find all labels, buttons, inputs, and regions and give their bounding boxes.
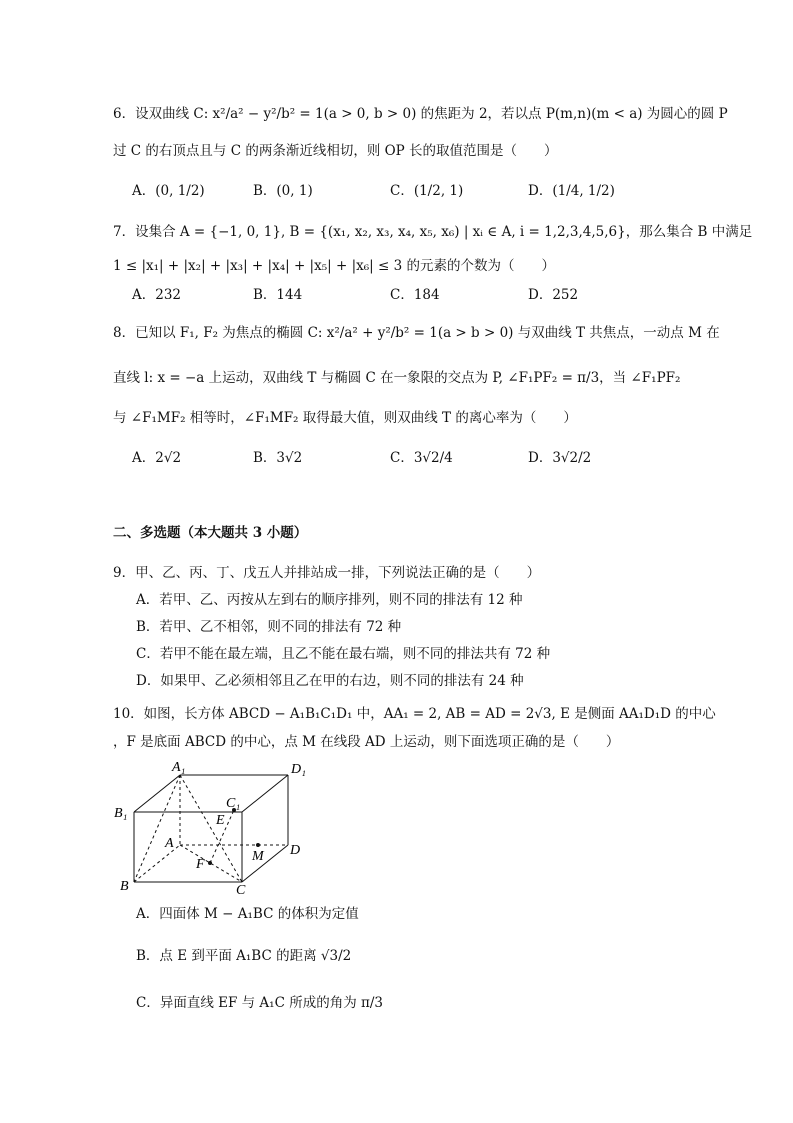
label-c1: C₁: [226, 796, 241, 811]
edge-b1a1: [134, 775, 180, 812]
q6-option-a: A．(0, 1/2): [132, 183, 205, 199]
label-d: D: [290, 843, 301, 858]
q7-line2: 1 ≤ |x₁| + |x₂| + |x₃| + |x₄| + |x₅| + |x₆| ≤ 3 的元素的个数为（ ）: [113, 258, 555, 274]
q8-option-a: A．2√2: [132, 450, 182, 466]
q6-option-c: C．(1/2, 1): [390, 183, 464, 199]
cuboid-figure: [112, 760, 312, 895]
q7-option-a: A．232: [132, 287, 182, 303]
edge-c1d1: [242, 775, 288, 812]
q10-option-c: C．异面直线 EF 与 A₁C 所成的角为 π/3: [136, 995, 384, 1011]
cuboid-diagram: [112, 760, 312, 895]
label-m: M: [252, 849, 264, 864]
q8-option-b: B．3√2: [253, 450, 303, 466]
label-b1: B₁: [114, 806, 128, 821]
point-f: [208, 861, 212, 865]
q6-line2: 过 C 的右顶点且与 C 的两条渐近线相切，则 OP 长的取值范围是（ ）: [113, 143, 558, 159]
label-a: A: [165, 836, 174, 851]
label-f: F: [196, 857, 205, 872]
q7-option-d: D．252: [528, 287, 579, 303]
point-m: [256, 843, 260, 847]
section-heading-multiple-choice: 二、多选题（本大题共 3 小题）: [113, 525, 308, 541]
q8-line3: 与 ∠F₁MF₂ 相等时，∠F₁MF₂ 取得最大值，则双曲线 T 的离心率为（ ）: [113, 410, 577, 426]
q6-option-b: B．(0, 1): [253, 183, 313, 199]
q10-option-b: B．点 E 到平面 A₁BC 的距离 √3/2: [136, 948, 352, 964]
q8-option-c: C．3√2/4: [390, 450, 453, 466]
segment-a1b: [134, 775, 180, 882]
q10-line2: ，F 是底面 ABCD 的中心，点 M 在线段 AD 上运动，则下面选项正确的是（ ）: [113, 734, 620, 750]
label-e: E: [216, 813, 225, 828]
q9-option-c: C．若甲不能在最左端，且乙不能在最右端，则不同的排法共有 72 种: [136, 646, 551, 662]
label-b: B: [120, 879, 129, 894]
edge-cd: [242, 845, 288, 882]
q7-line1: 7．设集合 A = {−1, 0, 1}, B = {(x₁, x₂, x₃, x₄, x₅, x₆) | xᵢ ∈ A, i = 1,2,3,4,5,6}，那么集合 B 中满足: [113, 224, 753, 240]
q7-option-c: C．184: [390, 287, 440, 303]
segment-a1c: [180, 775, 242, 882]
q9-stem: 9．甲、乙、丙、丁、戊五人并排站成一排，下列说法正确的是（ ）: [113, 565, 541, 581]
q8-line2: 直线 l: x = −a 上运动，双曲线 T 与椭圆 C 在一象限的交点为 P, ∠F₁PF₂ = π/3，当 ∠F₁PF₂: [113, 370, 681, 386]
q10-option-a: A．四面体 M − A₁BC 的体积为定值: [136, 906, 359, 922]
q9-option-b: B．若甲、乙不相邻，则不同的排法有 72 种: [136, 619, 402, 635]
label-d1: D₁: [291, 762, 306, 777]
q8-line1: 8．已知以 F₁, F₂ 为焦点的椭圆 C: x²/a² + y²/b² = 1(a > b > 0) 与双曲线 T 共焦点，一动点 M 在: [113, 325, 720, 341]
label-a1: A₁: [172, 760, 186, 775]
q7-option-b: B．144: [253, 287, 303, 303]
q9-option-a: A．若甲、乙、丙按从左到右的顺序排列，则不同的排法有 12 种: [136, 592, 523, 608]
q6-line1: 6．设双曲线 C: x²/a² − y²/b² = 1(a > 0, b > 0) 的焦距为 2，若以点 P(m,n)(m < a) 为圆心的圆 P: [113, 106, 728, 122]
q6-option-d: D．(1/4, 1/2): [528, 183, 615, 199]
q10-line1: 10．如图，长方体 ABCD − A₁B₁C₁D₁ 中，AA₁ = 2, AB = AD = 2√3, E 是侧面 AA₁D₁D 的中心: [113, 706, 716, 722]
q8-option-d: D．3√2/2: [528, 450, 592, 466]
q9-option-d: D．如果甲、乙必须相邻且乙在甲的右边，则不同的排法有 24 种: [136, 673, 524, 689]
label-c: C: [236, 883, 246, 895]
